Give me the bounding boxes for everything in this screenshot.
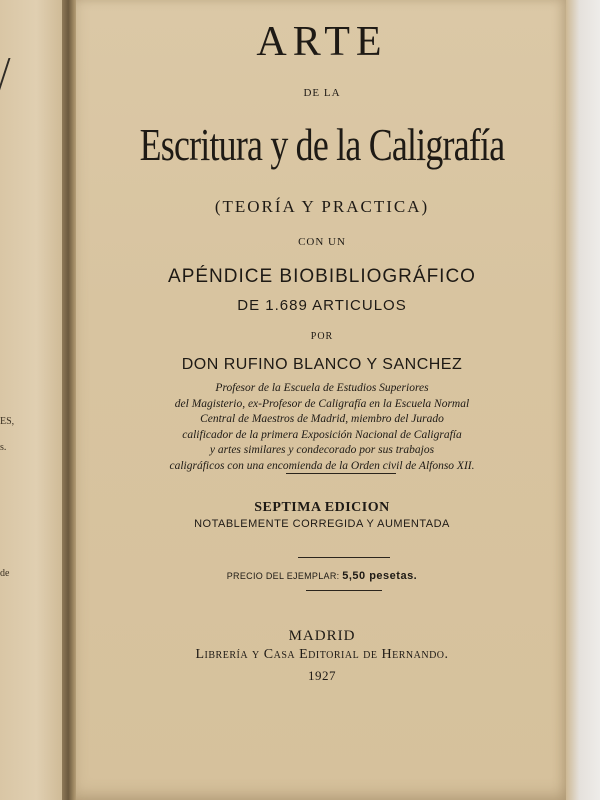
divider-rule — [298, 557, 390, 558]
previous-page-edge — [0, 0, 66, 800]
page-fragment-2: s. — [0, 442, 7, 453]
credentials-line: calificador de la primera Exposición Nacional de Caligrafía — [182, 428, 462, 441]
articles-count: DE 1.689 ARTICULOS — [237, 297, 407, 314]
subtitle: (TEORÍA Y PRACTICA) — [214, 197, 430, 216]
publisher-name: Librería y Casa Editorial de Hernando. — [195, 647, 449, 662]
appendix-title: APÉNDICE BIOBIBLIOGRÁFICO — [168, 266, 476, 287]
price-value: 5,50 pesetas. — [342, 570, 418, 582]
price-line — [76, 570, 568, 582]
divider-rule — [306, 590, 382, 591]
connector-por: POR — [310, 331, 334, 342]
author-name: DON RUFINO BLANCO Y SANCHEZ — [181, 356, 463, 373]
credentials-line: Central de Maestros de Madrid, miembro del Jurado — [200, 413, 444, 426]
author-credentials — [76, 381, 568, 475]
page-edge-right — [566, 0, 600, 800]
publication-city: MADRID — [288, 628, 356, 644]
publication-year: 1927 — [308, 668, 336, 683]
page-fragment-1: ES, — [0, 416, 15, 427]
title-word: ARTE — [256, 19, 388, 65]
page-fragment-3: de — [0, 568, 10, 579]
main-title: Escritura y de la Caligrafía — [139, 119, 505, 170]
title-page — [76, 0, 568, 800]
divider-rule — [286, 473, 396, 474]
credentials-line: y artes similares y condecorado por sus trabajos — [209, 444, 435, 457]
credentials-line: caligráficos con una encomienda de la Orden civil de Alfonso XII. — [169, 459, 475, 472]
connector-de-la: DE LA — [303, 87, 341, 99]
credentials-line: del Magisterio, ex-Profesor de Caligrafía en la Escuela Normal — [174, 397, 470, 410]
ink-mark — [0, 58, 18, 98]
connector-con-un: CON UN — [298, 236, 346, 248]
price-label: PRECIO DEL EJEMPLAR: — [226, 571, 340, 581]
edition-label: SEPTIMA EDICION — [254, 500, 390, 515]
edition-note: NOTABLEMENTE CORREGIDA Y AUMENTADA — [194, 518, 450, 530]
credentials-line: Profesor de la Escuela de Estudios Superiores — [215, 382, 429, 394]
